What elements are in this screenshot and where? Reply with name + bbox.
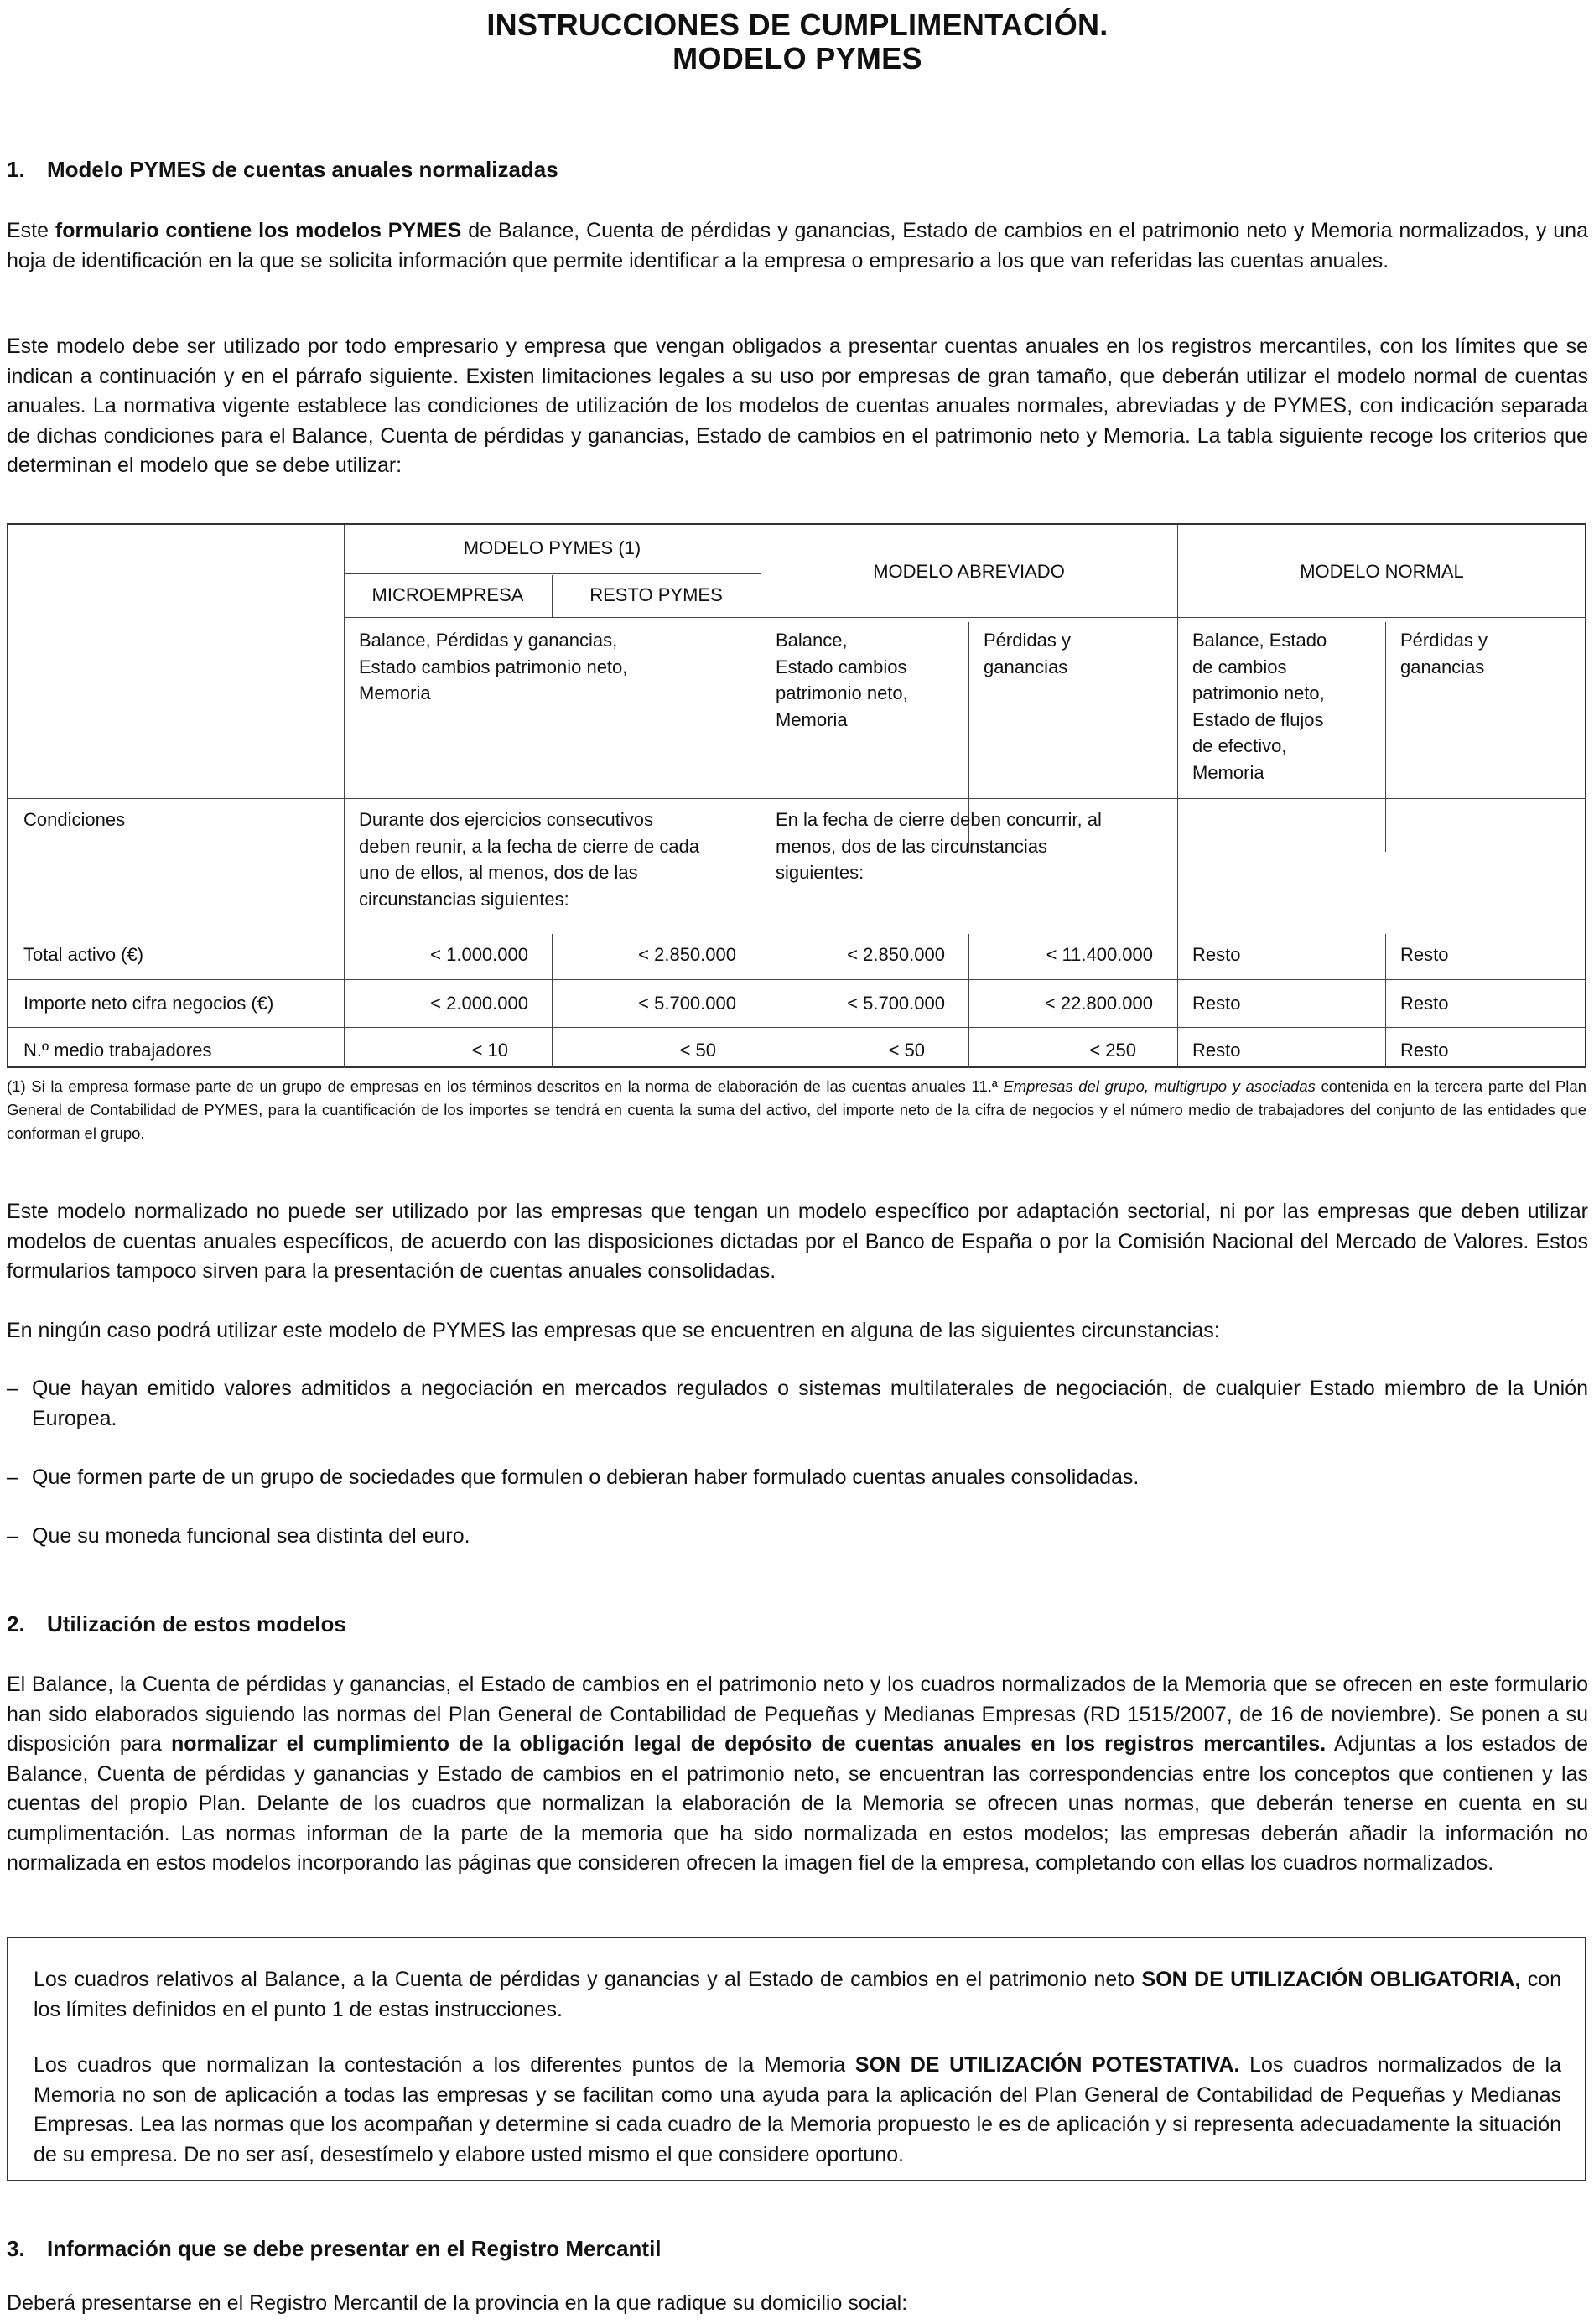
usage-notice-box bbox=[7, 1937, 1586, 2181]
docs-abreviado-1: Balance, Estado cambios patrimonio neto, Memoria bbox=[776, 630, 908, 730]
text-run: con los límites definidos en el punto 1 de estas instrucciones. bbox=[34, 1968, 1561, 2021]
model-criteria-table bbox=[7, 523, 1586, 1068]
text-run: Adjuntas a los estados de Balance, Cuenta de pérdidas y ganancias y Estado de cambios en el patrimonio neto, se encuentran las correspondencias entre los conceptos que contienen y las cuentas del propio Plan. Delante de los cuadros que normalizan la elaboración de la Memoria se ofrecen unas normas, que deberán tenerse en cuenta en su cumplimentación. Las normas informan de la parte de la memoria que ha sido normalizada en estos modelos; las empresas deberán añadir la información no normalizada en estos modelos incorporando las páginas que consideren ofrecen la imagen fiel de la empresa, completando con ellas los cuadros normalizados. bbox=[7, 1732, 1588, 1875]
header-modelo-pymes: MODELO PYMES (1) bbox=[463, 537, 641, 558]
table-cell: Resto bbox=[1192, 944, 1241, 965]
table-cell: < 250 bbox=[1089, 1040, 1136, 1061]
header-modelo-normal: MODELO NORMAL bbox=[1300, 561, 1464, 582]
section-2-number: 2. bbox=[7, 1611, 25, 1637]
row-trabajadores-label: N.º medio trabajadores bbox=[23, 1040, 212, 1061]
notice-paragraph-potestativa bbox=[34, 2051, 1561, 2170]
section-1-paragraph-4: En ningún caso podrá utilizar este modelo de PYMES las empresas que se encuentren en alguna de las siguientes circunstancias: bbox=[7, 1319, 1220, 1342]
bold-run: normalizar el cumplimiento de la obligación legal de depósito de cuentas anuales en los registros mercantiles. bbox=[171, 1732, 1327, 1756]
header-resto-pymes: RESTO PYMES bbox=[589, 584, 723, 605]
text-run: (1) Si la empresa formase parte de un grupo de empresas en los términos descritos en la norma de elaboración de las cuentas anuales 11.ª bbox=[7, 1077, 1004, 1095]
header-modelo-abreviado: MODELO ABREVIADO bbox=[873, 561, 1065, 582]
title-line-1: INSTRUCCIONES DE CUMPLIMENTACIÓN. bbox=[486, 8, 1109, 42]
list-item-text: Que formen parte de un grupo de sociedades que formulen o debieran haber formulado cuentas anuales consolidadas. bbox=[32, 1465, 1140, 1489]
table-cell: < 50 bbox=[679, 1040, 716, 1061]
dash-bullet: – bbox=[7, 1377, 18, 1400]
list-item-text: Que hayan emitido valores admitidos a negociación en mercados regulados o sistemas multilaterales de negociación, de cualquier Estado miembro de la Unión Europea. bbox=[32, 1377, 1588, 1430]
bold-run: SON DE UTILIZACIÓN POTESTATIVA. bbox=[854, 2053, 1240, 2077]
text-run: Este bbox=[7, 219, 55, 242]
text-run: de Balance, Cuenta de pérdidas y ganancias, Estado de cambios en el patrimonio neto y Memoria normalizados, y una hoja de identificación en la que se solicita información que permite identificar a la empresa o empresario a los que van referidas las cuentas anuales. bbox=[7, 219, 1588, 272]
table-cell: < 1.000.000 bbox=[430, 944, 528, 965]
table-cell: < 5.700.000 bbox=[638, 993, 736, 1014]
table-cell: Resto bbox=[1400, 944, 1449, 965]
table-cell: < 50 bbox=[888, 1040, 925, 1061]
table-cell: Resto bbox=[1192, 1040, 1241, 1061]
conditions-label: Condiciones bbox=[23, 809, 126, 830]
section-3-heading bbox=[7, 2236, 662, 2262]
section-1-paragraph-1 bbox=[7, 216, 1588, 276]
table-cell: < 22.800.000 bbox=[1044, 993, 1153, 1014]
section-1-title: Modelo PYMES de cuentas anuales normalizadas bbox=[47, 157, 558, 182]
table-cell: Resto bbox=[1192, 993, 1241, 1014]
section-3-title: Información que se debe presentar en el Registro Mercantil bbox=[47, 2236, 662, 2261]
document-title bbox=[7, 8, 1588, 75]
section-2-paragraph-1 bbox=[7, 1670, 1588, 1879]
notice-paragraph-obligatoria bbox=[34, 1965, 1561, 2025]
text-run: Los cuadros que normalizan la contestación a los diferentes puntos de la Memoria bbox=[34, 2053, 855, 2077]
header-microempresa: MICROEMPRESA bbox=[371, 584, 524, 605]
table-cell: < 5.700.000 bbox=[847, 993, 945, 1014]
docs-pymes: Balance, Pérdidas y ganancias, Estado cambios patrimonio neto, Memoria bbox=[359, 630, 628, 703]
section-2-heading bbox=[7, 1611, 346, 1637]
list-item bbox=[7, 1522, 1588, 1552]
conditions-abreviado: En la fecha de cierre deben concurrir, al menos, dos de las circunstancias siguientes: bbox=[776, 809, 1102, 883]
table-cell: < 2.000.000 bbox=[430, 993, 528, 1014]
list-item bbox=[7, 1463, 1588, 1493]
text-run: contenida en la tercera parte del Plan General de Contabilidad de PYMES, para la cuantificación de los importes se tendrá en cuenta la suma del activo, del importe neto de la cifra de negocios y el número medio de trabajadores del conjunto de las entidades que conforman el grupo. bbox=[7, 1077, 1586, 1142]
title-line-2: MODELO PYMES bbox=[672, 41, 922, 75]
docs-abreviado-2: Pérdidas y ganancias bbox=[984, 630, 1071, 677]
table-cell: < 2.850.000 bbox=[847, 944, 945, 965]
row-cifra-negocios-label: Importe neto cifra negocios (€) bbox=[23, 993, 274, 1014]
dash-bullet: – bbox=[7, 1524, 18, 1548]
table-cell: < 11.400.000 bbox=[1046, 944, 1153, 965]
bold-run: formulario contiene los modelos PYMES bbox=[55, 219, 462, 242]
section-1-paragraph-2: Este modelo debe ser utilizado por todo empresario y empresa que vengan obligados a presentar cuentas anuales en los registros mercantiles, con los límites que se indican a continuación y en el párrafo siguiente. Existen limitaciones legales a su uso por empresas de gran tamaño, que deberán utilizar el modelo normal de cuentas anuales. La normativa vigente establece las condiciones de utilización de los modelos de cuentas anuales normales, abreviadas y de PYMES, con indicación separada de dichas condiciones para el Balance, Cuenta de pérdidas y ganancias, Estado de cambios en el patrimonio neto y Memoria. La tabla siguiente recoge los criterios que determinan el modelo que se debe utilizar: bbox=[7, 335, 1588, 477]
text-run: Los cuadros relativos al Balance, a la Cuenta de pérdidas y ganancias y al Estado de cambios en el patrimonio neto bbox=[34, 1968, 1142, 1991]
section-3-number: 3. bbox=[7, 2236, 25, 2261]
list-item bbox=[7, 1374, 1588, 1434]
section-1-number: 1. bbox=[7, 157, 25, 182]
section-2-title: Utilización de estos modelos bbox=[47, 1611, 346, 1637]
text-run: El Balance, la Cuenta de pérdidas y ganancias, el Estado de cambios en el patrimonio neto y los cuadros normalizados de la Memoria que se ofrecen en este formulario han sido elaborados siguiendo las normas del Plan General de Contabilidad de Pequeñas y Medianas Empresas (RD 1515/2007, de 16 de noviembre). Se ponen a su disposición para bbox=[7, 1673, 1588, 1756]
table-cell: < 10 bbox=[471, 1040, 508, 1061]
row-total-activo-label: Total activo (€) bbox=[23, 944, 144, 965]
bold-run: SON DE UTILIZACIÓN OBLIGATORIA, bbox=[1141, 1968, 1521, 1991]
table-footnote bbox=[7, 1075, 1586, 1145]
section-1-heading bbox=[7, 157, 558, 183]
docs-normal-1: Balance, Estado de cambios patrimonio neto, Estado de flujos de efectivo, Memoria bbox=[1192, 630, 1327, 783]
italic-run: Empresas del grupo, multigrupo y asociadas bbox=[1003, 1077, 1316, 1095]
text-run: Los cuadros normalizados de la Memoria no son de aplicación a todas las empresas y se facilitan como una ayuda para la aplicación del Plan General de Contabilidad de Pequeñas y Medianas Empresas. Lea las normas que los acompañan y determine si cada cuadro de la Memoria propuesto le es de aplicación y si representa adecuadamente la situación de su empresa. De no ser así, desestímelo y elabore usted mismo el que considere oportuno. bbox=[34, 2053, 1561, 2166]
conditions-pymes: Durante dos ejercicios consecutivos deben reunir, a la fecha de cierre de cada uno de ellos, al menos, dos de las circunstancias siguientes: bbox=[359, 809, 700, 910]
dash-bullet: – bbox=[7, 1465, 18, 1489]
docs-normal-2: Pérdidas y ganancias bbox=[1400, 630, 1488, 677]
table-cell: Resto bbox=[1400, 1040, 1449, 1061]
section-1-paragraph-3: Este modelo normalizado no puede ser utilizado por las empresas que tengan un modelo específico por adaptación sectorial, ni por las empresas que deben utilizar modelos de cuentas anuales específicos, de acuerdo con las disposiciones dictadas por el Banco de España o por la Comisión Nacional del Mercado de Valores. Estos formularios tampoco sirven para la presentación de cuentas anuales consolidadas. bbox=[7, 1200, 1588, 1283]
table-cell: Resto bbox=[1400, 993, 1449, 1014]
table-cell: < 2.850.000 bbox=[638, 944, 736, 965]
section-3-paragraph-1: Deberá presentarse en el Registro Mercantil de la provincia en la que radique su domicilio social: bbox=[7, 2291, 908, 2315]
list-item-text: Que su moneda funcional sea distinta del euro. bbox=[32, 1524, 470, 1548]
